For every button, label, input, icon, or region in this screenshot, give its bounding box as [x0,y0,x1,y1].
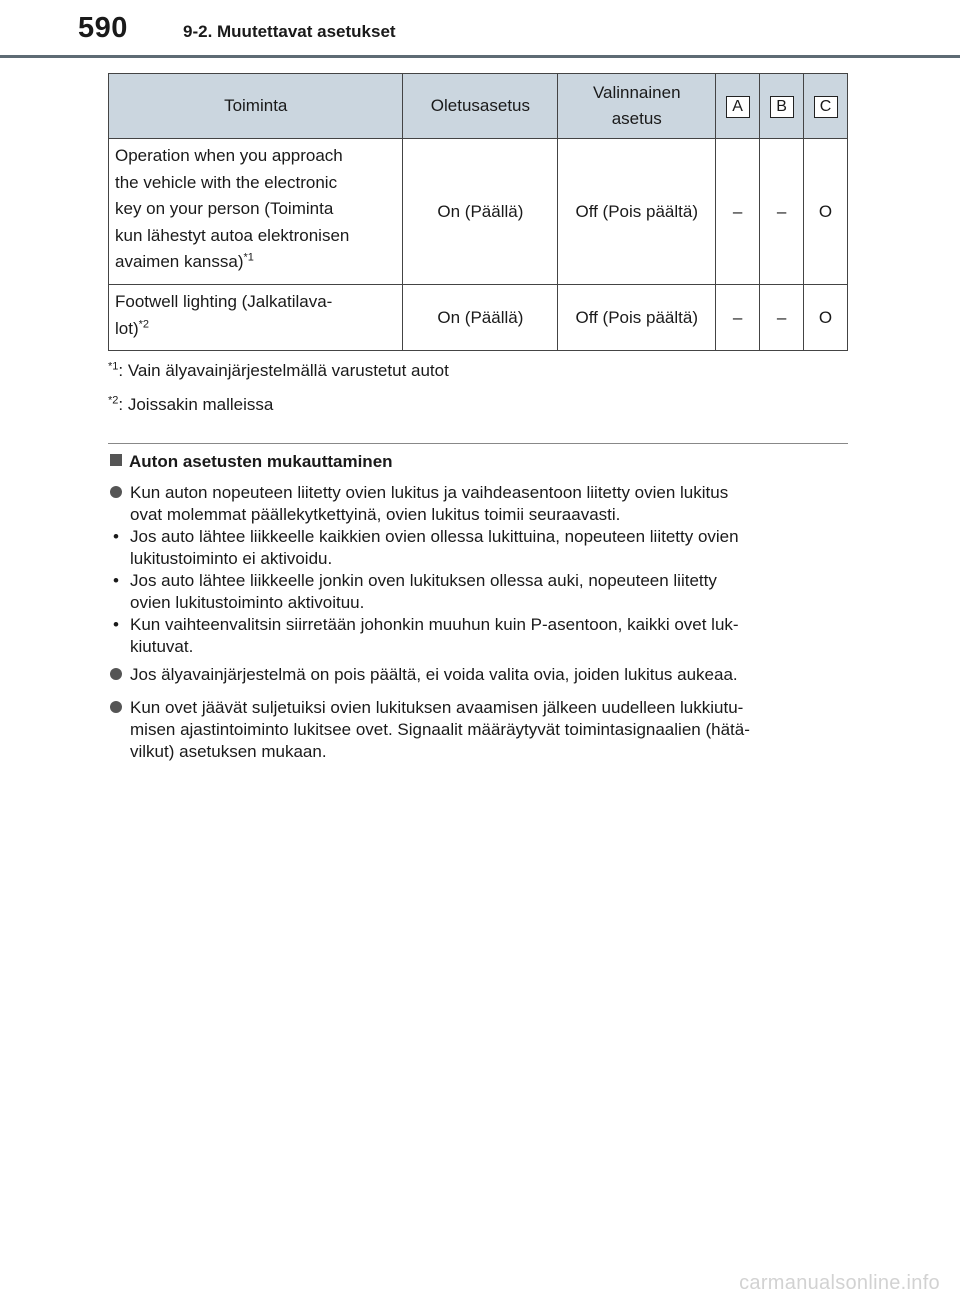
paragraph-line: Kun auton nopeuteen liitetty ovien lukitus ja vaihdeasentoon liitetty ovien lukitus [130,483,729,502]
paragraph-line: vilkut) asetuksen mukaan. [130,742,327,761]
function-text-line: kun lähestyt autoa elektronisen [115,225,350,245]
watermark: carmanualsonline.info [739,1272,940,1294]
row-function-cell [109,139,403,285]
row-default-cell: On (Päällä) [403,285,558,351]
row-c-cell: O [804,139,848,285]
col-header-optional-line2: asetus [611,109,662,128]
row-default-cell: On (Päällä) [403,139,558,285]
table-row [109,285,848,351]
row-b-cell: – [760,285,804,351]
square-bullet-icon [110,454,122,466]
section-divider [108,443,848,444]
table-row [109,139,848,285]
footnote [108,395,273,415]
paragraph-line: misen ajastintoiminto lukitsee ovet. Signaalit määräytyvät toimintasignaalien (hätä- [130,720,750,739]
function-text-line: lot) [115,318,139,338]
footnote-reference: *1 [243,251,254,264]
row-b-cell: – [760,139,804,285]
letter-box-c: C [814,96,838,118]
row-a-cell: – [716,285,760,351]
dash-bullet: • [113,615,119,634]
function-text-line: key on your person (Toiminta [115,199,334,219]
function-text-line: avaimen kanssa) [115,252,244,272]
paragraph-line: Kun ovet jäävät suljetuiksi ovien lukituksen avaamisen jälkeen uudelleen lukkiutu- [130,698,744,717]
list-item-line: ovien lukitustoiminto aktivoituu. [130,593,365,612]
paragraph [110,482,855,526]
function-text-line: Operation when you approach [115,146,343,166]
footnote-text: : Joissakin malleissa [118,395,274,414]
list-item [110,614,855,658]
circle-bullet-icon [110,486,122,498]
row-c-cell: O [804,285,848,351]
col-header-function: Toiminta [109,74,403,139]
letter-box-b: B [770,96,794,118]
footnote-mark: *1 [108,360,119,373]
list-item-line: lukitustoiminto ei aktivoidu. [130,549,333,568]
list-item-line: kiutuvat. [130,637,194,656]
paragraph-line: Jos älyavainjärjestelmä on pois päältä, ei voida valita ovia, joiden lukitus aukeaa. [130,665,738,684]
subsection-heading [110,452,393,472]
circle-bullet-icon [110,701,122,713]
row-a-cell: – [716,139,760,285]
letter-box-a: A [726,96,750,118]
col-header-optional [558,74,716,139]
col-header-b [760,74,804,139]
list-item-line: Kun vaihteenvalitsin siirretään johonkin muuhun kuin P-asentoon, kaikki ovet luk- [130,615,739,634]
paragraph [110,697,855,763]
page-number: 590 [78,12,128,44]
list-item [110,570,855,614]
settings-table [108,73,848,351]
col-header-a [716,74,760,139]
row-optional-cell: Off (Pois päältä) [558,285,716,351]
col-header-default: Oletusasetus [403,74,558,139]
circle-bullet-icon [110,668,122,680]
dash-bullet: • [113,571,119,590]
function-text-line: Footwell lighting (Jalkatilava- [115,292,333,311]
paragraph [110,664,855,686]
list-item-line: Jos auto lähtee liikkeelle jonkin oven lukituksen ollessa auki, nopeuteen liitetty [130,571,717,590]
row-optional-cell: Off (Pois päältä) [558,139,716,285]
col-header-optional-line1: Valinnainen [592,83,681,102]
row-function-cell [109,285,403,351]
footnote-reference: *2 [138,317,150,330]
list-item-line: Jos auto lähtee liikkeelle kaikkien ovien ollessa lukittuina, nopeuteen liitetty ovien [130,527,739,546]
subsection-heading-text: Auton asetusten mukauttaminen [129,452,393,471]
section-title: 9-2. Muutettavat asetukset [183,22,396,41]
page-header [0,0,960,60]
paragraph-line: ovat molemmat päällekytkettyinä, ovien lukitus toimii seuraavasti. [130,505,621,524]
function-text-line: the vehicle with the electronic [115,172,338,192]
footnote-mark: *2 [108,394,119,407]
col-header-c [804,74,848,139]
dash-bullet: • [113,527,119,546]
table-header-row [109,74,848,139]
list-item [110,526,855,570]
footnote-text: : Vain älyavainjärjestelmällä varustetut autot [118,361,449,380]
footnote [108,361,449,381]
header-divider [0,55,960,58]
